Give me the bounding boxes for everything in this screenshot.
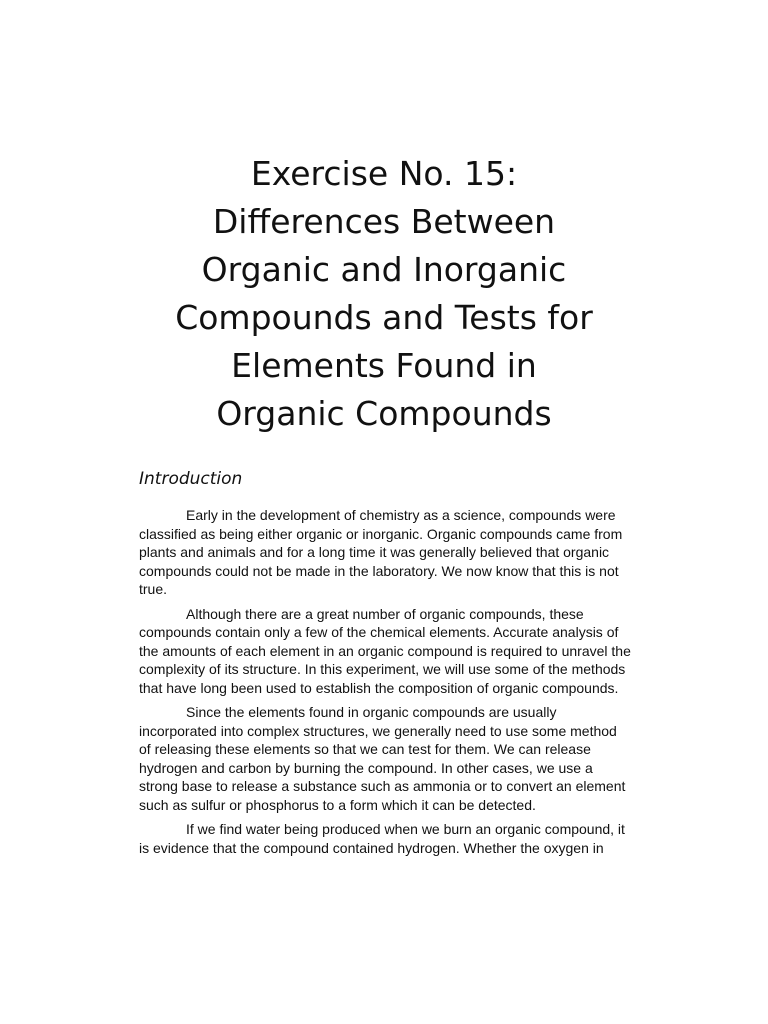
title-line: Differences Between (212, 202, 556, 241)
title-line: Organic Compounds (216, 394, 552, 433)
title-line: Elements Found in (231, 346, 537, 385)
paragraph: Since the elements found in organic compounds are usually incorporated into complex structures, we generally need to use some method of releasing these elements so that we can test for them. We can release hydrogen and carbon by burning the compound. In other cases, we use a strong base to release a substance such as ammonia or to convert an element such as sulfur or phosphorus to a form which it can be detected. (139, 704, 626, 813)
paragraph: Although there are a great number of organic compounds, these compounds contain only a few of the chemical elements. Accurate analysis of the amounts of each element in an organic compound is required to unravel the complexity of its structure. In this experiment, we will use some of the methods that have long been used to establish the composition of organic compounds. (139, 605, 631, 696)
body-text (139, 506, 631, 863)
paragraph: Early in the development of chemistry as a science, compounds were classified as being either organic or inorganic. Organic compounds came from plants and animals and for a long time it was generally believed that organic compounds could not be made in the laboratory. We now know that this is not true. (139, 507, 623, 597)
title-line: Organic and Inorganic (201, 250, 567, 289)
page-title (120, 150, 648, 438)
section-heading: Introduction (139, 469, 243, 489)
paragraph: If we find water being produced when we burn an organic compound, it is evidence that the compound contained hydrogen. Whether the oxygen in (139, 821, 625, 856)
title-line: Exercise No. 15: (250, 154, 518, 193)
title-line: Compounds and Tests for (175, 298, 593, 337)
